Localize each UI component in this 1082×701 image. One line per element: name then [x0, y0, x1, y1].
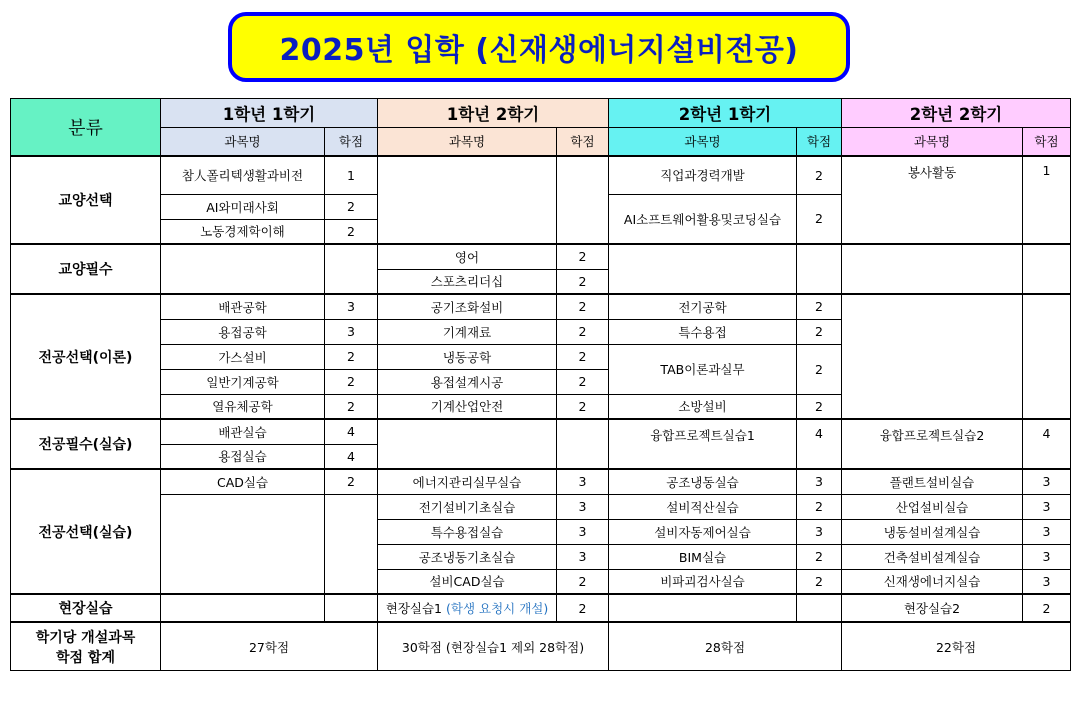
- course-name: 스포츠리더십: [378, 269, 557, 294]
- course-name: 공조냉동기초실습: [378, 544, 557, 569]
- course-name: 냉동공학: [378, 344, 557, 369]
- semester-header-row: [11, 99, 1071, 128]
- course-name: 플랜트설비실습: [842, 469, 1023, 494]
- course-name: 배관공학: [161, 294, 325, 319]
- table-row: [11, 244, 1071, 269]
- totals-label-line1: 학기당 개설과목: [35, 629, 136, 646]
- course-credit: 2: [797, 569, 842, 594]
- table-row: [11, 469, 1071, 494]
- course-credit: 1: [325, 156, 378, 195]
- course-credit: 2: [325, 194, 378, 219]
- course-name: 설비CAD실습: [378, 569, 557, 594]
- course-credit: 2: [325, 369, 378, 394]
- category-general-elective: 교양선택: [11, 156, 161, 245]
- course-name: 융합프로젝트실습2: [842, 419, 1023, 469]
- course-col-header: 과목명: [842, 128, 1023, 156]
- category-header: 분류: [11, 99, 161, 156]
- course-credit: 2: [797, 319, 842, 344]
- course-name: 전기설비기초실습: [378, 494, 557, 519]
- course-credit: 2: [797, 494, 842, 519]
- course-credit: 3: [1023, 569, 1071, 594]
- table-row: [11, 594, 1071, 622]
- semester-header-3: 2학년 1학기: [609, 99, 842, 128]
- course-name: 직업과경력개발: [609, 156, 797, 195]
- course-credit: 3: [557, 494, 609, 519]
- course-name: 기계산업안전: [378, 394, 557, 419]
- course-credit: 4: [325, 444, 378, 469]
- course-name: TAB이론과실무: [609, 344, 797, 394]
- course-name: 냉동설비설계실습: [842, 519, 1023, 544]
- empty-cell: [161, 244, 325, 294]
- course-credit: 2: [557, 344, 609, 369]
- empty-cell: [609, 244, 797, 294]
- column-header-row: [11, 128, 1071, 156]
- course-credit: 3: [325, 294, 378, 319]
- credit-col-header: 학점: [557, 128, 609, 156]
- semester-header-4: 2학년 2학기: [842, 99, 1071, 128]
- course-credit: 2: [797, 394, 842, 419]
- course-credit: 2: [325, 394, 378, 419]
- empty-cell: [161, 494, 325, 594]
- empty-cell: [325, 594, 378, 622]
- empty-cell: [842, 244, 1023, 294]
- empty-cell: [325, 244, 378, 294]
- empty-cell: [557, 419, 609, 469]
- table-row: [11, 494, 1071, 519]
- course-name: [378, 594, 557, 622]
- course-credit: 3: [1023, 519, 1071, 544]
- course-credit: 3: [325, 319, 378, 344]
- course-name: 현장실습2: [842, 594, 1023, 622]
- course-name: 열유체공학: [161, 394, 325, 419]
- credit-col-header: 학점: [1023, 128, 1071, 156]
- course-credit: 4: [1023, 419, 1071, 469]
- course-credit: 2: [557, 594, 609, 622]
- course-credit: 2: [557, 244, 609, 269]
- course-name: CAD실습: [161, 469, 325, 494]
- course-credit: 2: [797, 156, 842, 195]
- category-major-required-practice: 전공필수(실습): [11, 419, 161, 469]
- totals-label: [11, 622, 161, 671]
- category-major-elective-theory: 전공선택(이론): [11, 294, 161, 419]
- course-name: 공조냉동실습: [609, 469, 797, 494]
- totals-label-line2: 학점 합계: [56, 649, 115, 666]
- course-credit: 2: [557, 294, 609, 319]
- course-credit: 1: [1023, 156, 1071, 245]
- course-credit: 2: [797, 344, 842, 394]
- course-name: 에너지관리실무실습: [378, 469, 557, 494]
- course-credit: 3: [1023, 469, 1071, 494]
- course-name: 참人폴리텍생활과비전: [161, 156, 325, 195]
- course-name: 설비자동제어실습: [609, 519, 797, 544]
- course-name: AI와미래사회: [161, 194, 325, 219]
- course-credit: 3: [1023, 494, 1071, 519]
- course-credit: 2: [557, 269, 609, 294]
- empty-cell: [325, 494, 378, 594]
- course-credit: 2: [557, 319, 609, 344]
- course-credit: 3: [797, 519, 842, 544]
- course-name: 설비적산실습: [609, 494, 797, 519]
- course-name: 기계재료: [378, 319, 557, 344]
- course-credit: 2: [797, 194, 842, 244]
- category-general-required: 교양필수: [11, 244, 161, 294]
- field-practice-1-name: 현장실습1: [385, 601, 443, 616]
- course-col-header: 과목명: [609, 128, 797, 156]
- course-name: 용접공학: [161, 319, 325, 344]
- course-name: 용접설계시공: [378, 369, 557, 394]
- course-name: 영어: [378, 244, 557, 269]
- course-name: 봉사활동: [842, 156, 1023, 245]
- course-credit: 2: [557, 369, 609, 394]
- course-credit: 2: [325, 469, 378, 494]
- table-row: [11, 156, 1071, 195]
- course-name: 융합프로젝트실습1: [609, 419, 797, 469]
- course-name: 공기조화설비: [378, 294, 557, 319]
- course-credit: 2: [797, 294, 842, 319]
- table-row: [11, 294, 1071, 319]
- course-credit: 2: [797, 544, 842, 569]
- course-credit: 2: [557, 394, 609, 419]
- course-credit: 3: [557, 469, 609, 494]
- empty-cell: [1023, 244, 1071, 294]
- course-credit: 3: [557, 519, 609, 544]
- field-practice-note: (학생 요청시 개설): [446, 601, 549, 616]
- empty-cell: [842, 294, 1023, 419]
- empty-cell: [378, 419, 557, 469]
- course-name: 노동경제학이해: [161, 219, 325, 244]
- semester-header-2: 1학년 2학기: [378, 99, 609, 128]
- course-name: 산업설비실습: [842, 494, 1023, 519]
- credit-col-header: 학점: [325, 128, 378, 156]
- category-field-practice: 현장실습: [11, 594, 161, 622]
- semester-header-1: 1학년 1학기: [161, 99, 378, 128]
- course-name: 특수용접실습: [378, 519, 557, 544]
- curriculum-table: [10, 98, 1071, 671]
- category-major-elective-practice: 전공선택(실습): [11, 469, 161, 594]
- page-title: 2025년 입학 (신재생에너지설비전공): [279, 33, 799, 68]
- credit-col-header: 학점: [797, 128, 842, 156]
- course-name: 비파괴검사실습: [609, 569, 797, 594]
- course-credit: 2: [1023, 594, 1071, 622]
- course-credit: 2: [325, 344, 378, 369]
- table-row: [11, 419, 1071, 444]
- empty-cell: [797, 594, 842, 622]
- empty-cell: [797, 244, 842, 294]
- course-credit: 4: [797, 419, 842, 469]
- course-col-header: 과목명: [161, 128, 325, 156]
- empty-cell: [557, 156, 609, 245]
- empty-cell: [1023, 294, 1071, 419]
- total-semester-4: 22학점: [842, 622, 1071, 671]
- empty-cell: [161, 594, 325, 622]
- course-col-header: 과목명: [378, 128, 557, 156]
- empty-cell: [609, 594, 797, 622]
- course-credit: 3: [1023, 544, 1071, 569]
- course-name: AI소프트웨어활용및코딩실습: [609, 194, 797, 244]
- course-name: BIM실습: [609, 544, 797, 569]
- total-semester-1: 27학점: [161, 622, 378, 671]
- course-name: 소방설비: [609, 394, 797, 419]
- course-name: 가스설비: [161, 344, 325, 369]
- course-credit: 4: [325, 419, 378, 444]
- course-credit: 2: [557, 569, 609, 594]
- total-semester-2: 30학점 (현장실습1 제외 28학점): [378, 622, 609, 671]
- course-name: 용접실습: [161, 444, 325, 469]
- course-name: 배관실습: [161, 419, 325, 444]
- total-semester-3: 28학점: [609, 622, 842, 671]
- course-name: 신재생에너지실습: [842, 569, 1023, 594]
- title-banner: [228, 12, 850, 82]
- course-name: 전기공학: [609, 294, 797, 319]
- totals-row: [11, 622, 1071, 671]
- course-name: 특수용접: [609, 319, 797, 344]
- course-credit: 3: [797, 469, 842, 494]
- course-name: 일반기계공학: [161, 369, 325, 394]
- empty-cell: [378, 156, 557, 245]
- course-credit: 2: [325, 219, 378, 244]
- course-credit: 3: [557, 544, 609, 569]
- course-name: 건축설비설계실습: [842, 544, 1023, 569]
